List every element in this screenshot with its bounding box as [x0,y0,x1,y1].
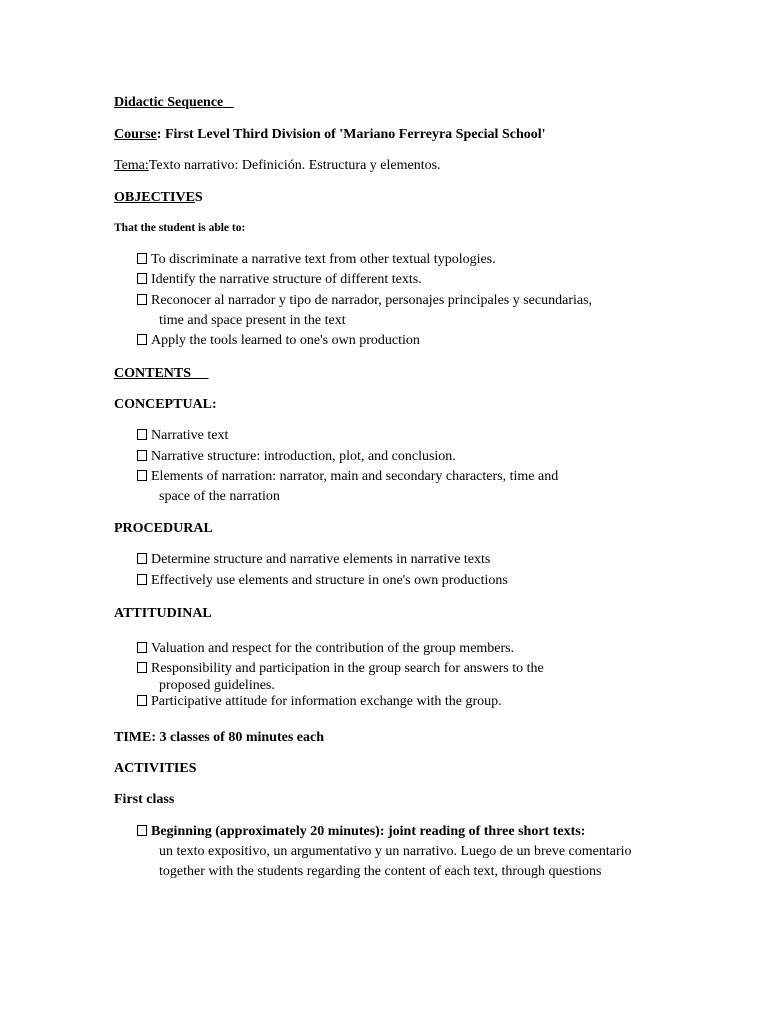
course-text: : First Level Third Division of 'Mariano Ferreyra Special School' [156,127,546,142]
list-item-continuation: un texto expositivo, un argumentativo y un narrativo. Luego de un breve comentario [159,844,632,859]
tema-label: Tema: [114,158,149,173]
tema-text: Texto narrativo: Definición. Estructura y elementos. [148,158,441,173]
checkbox-bullet-icon [137,334,147,345]
checkbox-bullet-icon [137,553,147,564]
list-item: Elements of narration: narrator, main and secondary characters, time and [137,467,558,487]
contents-heading-text: CONTENTS [114,366,192,381]
list-item: Effectively use elements and structure in one's own productions [137,571,508,591]
objectives-heading-tail: S [194,190,203,205]
checkbox-bullet-icon [137,825,147,836]
objectives-heading [114,188,203,208]
list-item: Beginning (approximately 20 minutes): joint reading of three short texts: [137,822,585,842]
list-item: Apply the tools learned to one's own production [137,331,420,351]
checkbox-bullet-icon [137,450,147,461]
list-item: Valuation and respect for the contribution of the group members. [137,639,514,659]
list-item: Determine structure and narrative elements in narrative texts [137,550,490,570]
checkbox-bullet-icon [137,429,147,440]
course-line [114,125,546,145]
list-item-continuation: together with the students regarding the content of each text, through questions [159,864,602,879]
activities-heading: ACTIVITIES [114,761,197,776]
document-title [114,93,234,113]
checkbox-bullet-icon [137,253,147,264]
list-item: Narrative text [137,426,228,446]
checkbox-bullet-icon [137,470,147,481]
list-item: Participative attitude for information exchange with the group. [137,692,502,712]
checkbox-bullet-icon [137,574,147,585]
objectives-heading-text: OBJECTIVE [114,190,195,205]
list-item: Narrative structure: introduction, plot, and conclusion. [137,447,456,467]
tema-line [114,156,441,176]
list-item: Responsibility and participation in the group search for answers to the [137,659,544,679]
procedural-heading: PROCEDURAL [114,521,213,536]
list-item: To discriminate a narrative text from other textual typologies. [137,250,496,270]
conceptual-heading: CONCEPTUAL: [114,397,217,412]
list-item: Reconocer al narrador y tipo de narrador, personajes principales y secundarias, [137,291,592,311]
course-label: Course [114,127,157,142]
list-item: Identify the narrative structure of different texts. [137,270,422,290]
list-item-continuation: time and space present in the text [159,313,346,328]
list-item-continuation: proposed guidelines. [159,678,275,693]
checkbox-bullet-icon [137,273,147,284]
time-line: TIME: 3 classes of 80 minutes each [114,730,324,745]
title-text: Didactic Sequence [114,95,224,110]
contents-heading [114,364,209,384]
checkbox-bullet-icon [137,695,147,706]
checkbox-bullet-icon [137,294,147,305]
list-item-continuation: space of the narration [159,489,280,504]
first-class-heading: First class [114,792,175,807]
checkbox-bullet-icon [137,642,147,653]
attitudinal-heading: ATTITUDINAL [114,606,212,621]
objectives-intro: That the student is able to: [114,222,246,234]
checkbox-bullet-icon [137,662,147,673]
